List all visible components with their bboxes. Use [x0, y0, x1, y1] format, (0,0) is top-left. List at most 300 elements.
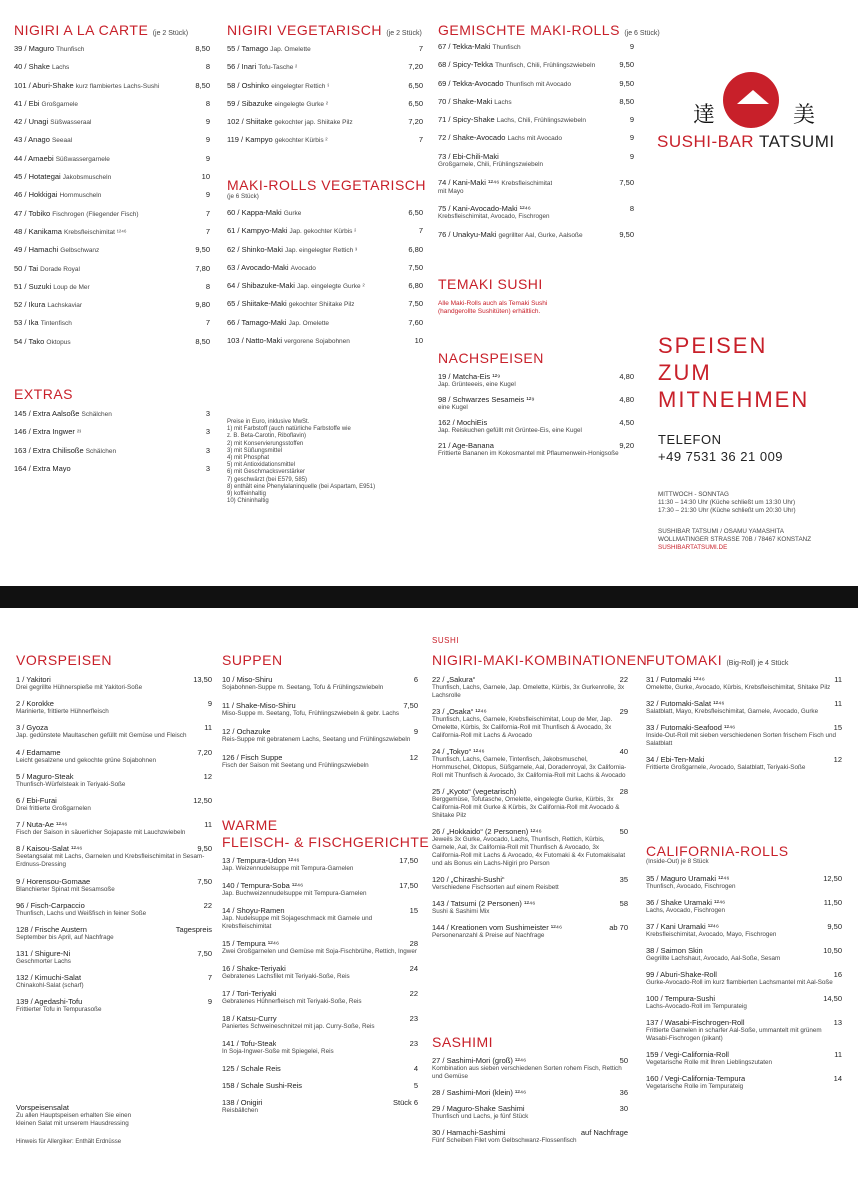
item-name: 19 / Matcha-Eis ¹²⁹ [438, 372, 501, 381]
item-name: 131 / Shigure-Ni [16, 949, 71, 959]
item-price: 7,50 [408, 262, 423, 272]
item-row [432, 899, 628, 908]
item-name: 139 / Agedashi-Tofu [16, 997, 83, 1007]
menu-item [432, 747, 628, 780]
sashimi-list [432, 1056, 628, 1152]
item-name: 49 / Hamachi [14, 245, 59, 255]
item-desc: Gebratenes Lachsfilet mit Teriyaki-Soße, Reis [222, 973, 350, 980]
item-price: 7 [418, 226, 423, 236]
item-name: 6 / Ebi-Furai [16, 795, 57, 805]
menu-item [16, 796, 212, 813]
item-price: 50 [619, 827, 628, 836]
item-price: 7 [205, 318, 210, 328]
futomaki-list [646, 675, 842, 779]
item-price: 4,50 [619, 418, 634, 427]
menu-item [646, 970, 842, 987]
menu-item [432, 707, 628, 740]
menu-item [222, 964, 418, 981]
menu-item [16, 973, 212, 990]
item-price: 9 [629, 115, 634, 125]
item-label [438, 97, 512, 107]
item-row [222, 727, 418, 736]
item-label [438, 230, 583, 240]
item-name: 145 / Extra Aalsoße [14, 409, 80, 418]
item-desc: Vegetarische Rolle mit Ihren Lieblingszutaten [646, 1059, 773, 1066]
item-row [16, 973, 212, 982]
item-price: 8,50 [195, 44, 210, 53]
item-label [438, 152, 499, 161]
menu-item [14, 223, 210, 241]
menu-item [14, 442, 210, 460]
website-link[interactable]: SUSHIBARTATSUMI.DE [658, 543, 728, 551]
item-price: 7,60 [408, 317, 423, 327]
extras-title: EXTRAS [14, 386, 74, 402]
item-name: 24 / „Tokyo“ ¹²⁴⁶ [432, 747, 485, 756]
item-desc: Tofu-Tasche ² [258, 64, 298, 72]
item-row [16, 844, 212, 853]
item-row [438, 42, 634, 52]
menu-item [222, 1064, 418, 1073]
item-name: 40 / Shake [14, 62, 50, 72]
item-name: 137 / Wasabi-Fischrogen-Roll [646, 1018, 745, 1027]
item-row [222, 1064, 418, 1073]
item-name: 67 / Tekka-Maki [438, 42, 491, 51]
item-label [227, 77, 329, 96]
item-label [438, 133, 562, 143]
item-name: 163 / Extra Chilisoße [14, 445, 84, 455]
item-row [432, 1056, 628, 1065]
item-row [646, 699, 842, 708]
item-price: 6,50 [408, 208, 423, 217]
item-name: 72 / Shake-Avocado [438, 133, 506, 143]
phone-number: +49 7531 36 21 009 [658, 449, 784, 464]
item-desc: Gelbschwanz [60, 247, 100, 255]
menu-item [438, 152, 634, 178]
item-name: 100 / Tempura-Sushi [646, 994, 716, 1003]
item-desc: Gurke-Avocado-Roll im kurz flambierten Lachsmantel mit Aal-Soße [646, 979, 833, 986]
phone-block: TELEFON +49 7531 36 21 009 [658, 432, 784, 464]
item-price: 3 [205, 463, 210, 473]
logo [655, 70, 845, 160]
item-desc: Gurke [283, 210, 302, 217]
menu-item [227, 295, 423, 313]
item-label [438, 115, 586, 125]
item-desc: Reisbällchen [222, 1107, 259, 1114]
menu-item [222, 675, 418, 692]
item-name: 50 / Tai [14, 263, 39, 273]
item-row [432, 1128, 628, 1137]
menu-item [14, 58, 210, 76]
logo-name: SUSHI-BAR TATSUMI [657, 132, 835, 151]
item-desc: Personenanzahl & Preise auf Nachfrage [432, 932, 545, 939]
item-name: 5 / Maguro-Steak [16, 771, 74, 781]
item-row [432, 875, 628, 884]
item-label [14, 442, 116, 461]
item-row [438, 133, 634, 143]
item-label [438, 60, 595, 70]
menu-item [14, 77, 210, 95]
item-price: 7,50 [197, 876, 212, 886]
footnote-line: 7) geschwärzt (bei E579, 585) [227, 476, 308, 483]
item-desc: Thunfisch und Lachs, je fünf Stück [432, 1113, 529, 1120]
item-name: 61 / Kampyo-Maki [227, 226, 288, 236]
item-desc: Seetangsalat mit Lachs, Garnelen und Krebsfleischimitat in Sesam-Erdnuss-Dressing [16, 853, 205, 869]
item-price: 7,80 [195, 263, 210, 273]
item-row [16, 925, 212, 934]
menu-item [14, 168, 210, 186]
item-name: 45 / Hotategai [14, 172, 61, 182]
item-desc: Thunfisch, Lachs und Weißfisch in feiner Soße [16, 909, 147, 917]
gem-maki-list [438, 42, 634, 248]
item-desc: Sushi & Sashimi Mix [432, 908, 490, 915]
item-row [222, 1081, 418, 1090]
item-price: 15 [409, 906, 418, 915]
item-price: 8,50 [195, 80, 210, 90]
menu-item [14, 186, 210, 204]
item-label [14, 260, 80, 279]
menu-item [14, 460, 210, 478]
menu-item [14, 113, 210, 131]
item-desc: Krebsfleischimitat, Avocado, Mayo, Fischrogen [646, 931, 777, 938]
item-name: 18 / Katsu-Curry [222, 1014, 277, 1023]
item-price: 22 [619, 675, 628, 684]
item-row [646, 755, 842, 764]
item-name: 51 / Suzuki [14, 281, 52, 291]
item-price: 13 [833, 1018, 842, 1027]
item-row [432, 747, 628, 756]
item-name: 125 / Schale Reis [222, 1064, 281, 1073]
item-name: 34 / Ebi-Ten-Maki [646, 755, 705, 764]
item-name: 12 / Ochazuke [222, 727, 271, 736]
item-desc: Omelette, Gurke, Avocado, Kürbis, Krebsfleischimitat, Shitake Pilz [646, 684, 831, 691]
warme-list [222, 856, 418, 1123]
item-desc: Jap. Grünteeeis, eine Kugel [438, 381, 516, 388]
item-name: 14 / Shoyu-Ramen [222, 906, 285, 915]
item-name: 58 / Oshinko [227, 80, 270, 90]
item-row [646, 994, 842, 1003]
item-desc: Jakobsmuscheln [62, 174, 112, 182]
item-name: 54 / Tako [14, 336, 45, 346]
item-name: 60 / Kappa-Maki [227, 208, 282, 217]
item-price: 9,50 [195, 245, 210, 255]
item-label [227, 95, 328, 114]
menu-item [222, 753, 418, 770]
item-price: 6 [413, 675, 418, 684]
item-desc: Berggemüse, Tofutasche, Omelette, eingelegte Gurke, Kürbis, 3x California-Roll mit Gurke & Kürbis, 3x California-Roll mit Avocado & Shiitake Pilz [432, 796, 620, 819]
menu-item [646, 1050, 842, 1067]
item-name: 35 / Maguro Uramaki ¹²⁴⁶ [646, 874, 730, 883]
vorspeisensalat: Vorspeisensalat Zu allen Hauptspeisen erhalten Sie einen kleinen Salat mit unserem Hausdressing [16, 1103, 132, 1127]
item-desc: Frittierte Großgarnele, Avocado, Salatblatt, Teriyaki-Soße [646, 764, 806, 771]
item-price: 7,20 [408, 62, 423, 72]
item-desc: mit Mayo [438, 187, 464, 195]
menu-item [227, 40, 423, 58]
item-price: 9 [207, 699, 212, 709]
footnote-line: 2) mit Konservierungsstoffen [227, 440, 304, 447]
item-name: 138 / Onigiri [222, 1098, 263, 1107]
item-price: 36 [619, 1088, 628, 1097]
menu-item [646, 994, 842, 1011]
item-name: 42 / Unagi [14, 117, 49, 127]
item-name: 59 / Sibazuke [227, 98, 273, 108]
menu-item [14, 95, 210, 113]
item-price: 9,50 [197, 844, 212, 854]
item-price: 12,50 [823, 874, 842, 883]
gem-maki-title: GEMISCHTE MAKI-ROLLS (je 6 Stück) [438, 22, 660, 38]
menu-item [16, 772, 212, 789]
item-desc: Jap. Omelette [270, 46, 311, 53]
menu-item [16, 820, 212, 837]
allergy-note: Hinweis für Allergiker: Enthält Erdnüsse [16, 1139, 122, 1145]
menu-item [16, 925, 212, 942]
item-name: 159 / Vegi-California-Roll [646, 1050, 729, 1059]
item-row [646, 898, 842, 907]
item-desc: Krebsfleischimitat ¹²⁴⁶ [64, 228, 127, 236]
item-row [646, 922, 842, 931]
item-desc: Fünf Scheiben Filet vom Gelbschwanz-Flossenfisch [432, 1137, 577, 1144]
item-desc: Jap. eingelegter Rettich ³ [284, 246, 358, 254]
item-label [438, 204, 531, 213]
item-row [646, 874, 842, 883]
menu-item [438, 204, 634, 230]
item-name: 101 / Aburi-Shake [14, 80, 74, 90]
item-desc: Verschiedene Fischsorten auf einem Reisbett [432, 884, 559, 891]
item-name: 56 / Inari [227, 62, 257, 72]
item-row [646, 1074, 842, 1083]
item-price: Tagespreis [175, 924, 212, 934]
item-row [438, 152, 634, 161]
footnote-line: 10) Chininhaltig [227, 498, 269, 505]
item-row [16, 820, 212, 829]
item-price: 10 [414, 336, 423, 346]
item-price: 9 [629, 42, 634, 51]
item-label [227, 314, 329, 333]
item-desc: ²³ [76, 429, 82, 437]
menu-item [222, 989, 418, 1006]
item-desc: Jap. Weizennudelsuppe mit Tempura-Garnelen [222, 865, 354, 872]
item-name: 11 / Shake-Miso-Shiru [222, 701, 296, 710]
item-name: 68 / Spicy-Tekka [438, 60, 494, 70]
item-desc: gekochter Shiitake Pilz [288, 301, 355, 309]
item-desc: Thunfisch mit Avocado [505, 80, 571, 88]
item-name: 143 / Tatsumi (2 Personen) ¹²⁴⁶ [432, 899, 536, 908]
item-price: 14,50 [823, 994, 842, 1003]
item-desc: Fisch der Saison mit Seetang und Frühlingszwiebeln [222, 762, 369, 769]
item-name: 103 / Natto-Maki [227, 336, 283, 346]
item-label [14, 405, 112, 424]
item-name: 160 / Vegi-California-Tempura [646, 1074, 746, 1083]
item-price: 58 [619, 899, 628, 908]
item-price: 6,80 [408, 244, 423, 254]
item-row [432, 827, 628, 836]
item-desc: In Soja-Ingwer-Soße mit Spiegelei, Reis [222, 1048, 334, 1055]
item-row [438, 97, 634, 107]
menu-item [227, 113, 423, 131]
menu-item [222, 881, 418, 898]
item-name: 26 / „Hokkaido“ (2 Personen) ¹²⁴⁶ [432, 827, 542, 836]
kombi-list [432, 675, 628, 947]
item-row [222, 1039, 418, 1048]
item-label [227, 131, 328, 150]
item-name: 63 / Avocado-Maki [227, 262, 289, 272]
item-row [222, 989, 418, 998]
item-desc: Tintenfisch [40, 320, 72, 328]
menu-item [14, 241, 210, 259]
menu-item [222, 1081, 418, 1090]
menu-item [432, 875, 628, 892]
maki-veg-list [227, 204, 423, 350]
menu-item [16, 748, 212, 765]
item-row [438, 204, 634, 213]
menu-item [14, 278, 210, 296]
item-price: 22 [409, 989, 418, 998]
item-price: 4 [413, 1064, 418, 1073]
menu-item [646, 723, 842, 748]
item-price: 8,50 [195, 336, 210, 346]
item-name: 119 / Kampyo [227, 135, 273, 145]
item-row [432, 1104, 628, 1113]
menu-item [432, 1088, 628, 1097]
warme-title: WARME FLEISCH- & FISCHGERICHTE [222, 817, 430, 850]
item-desc: Oktopus [46, 338, 71, 346]
menu-item [432, 1056, 628, 1081]
menu-item [646, 946, 842, 963]
item-desc: Sojabohnen-Suppe m. Seetang, Tofu & Frühlingszwiebeln [222, 684, 384, 691]
item-row [222, 856, 418, 865]
menu-item [646, 874, 842, 891]
item-price: auf Nachfrage [580, 1128, 628, 1137]
logo-kanji-right: 美 [793, 103, 816, 128]
logo-kanji-left: 達 [693, 103, 716, 128]
menu-item [16, 844, 212, 869]
item-desc: eingelegte Gurke ² [274, 100, 329, 108]
item-row [646, 1050, 842, 1059]
item-name: 52 / Ikura [14, 300, 46, 310]
menu-item [227, 241, 423, 259]
item-price: 3 [205, 427, 210, 437]
item-row [16, 877, 212, 886]
item-price: 17,50 [399, 856, 418, 865]
item-row [438, 230, 634, 240]
item-name: 33 / Futomaki-Seafood ¹²⁴⁶ [646, 723, 736, 732]
item-label [227, 295, 354, 314]
menu-item [222, 701, 418, 718]
menu-item [227, 95, 423, 113]
menu-item [16, 901, 212, 918]
menu-item [432, 899, 628, 916]
menu-item [222, 1014, 418, 1031]
footnote-line: 9) koffeinhaltig [227, 491, 266, 498]
item-desc: Frittierte Bananen im Kokosmantel mit Pflaumenwein-Honigsoße [438, 450, 619, 457]
item-price: 7,20 [408, 117, 423, 127]
menu-item [438, 230, 634, 248]
item-name: 31 / Futomaki ¹²⁴⁶ [646, 675, 705, 684]
item-row [432, 675, 628, 684]
item-desc: Thunfisch, Chili, Frühlingszwiebeln [495, 62, 596, 70]
item-price: 28 [619, 787, 628, 796]
item-row [222, 701, 418, 710]
item-name: 164 / Extra Mayo [14, 463, 71, 473]
menu-item [227, 332, 423, 350]
item-desc: Drei gegrillte Hühnerspieße mit Yakitori-Soße [16, 684, 143, 691]
item-price: 23 [409, 1014, 418, 1023]
item-name: 71 / Spicy-Shake [438, 115, 495, 125]
item-desc: Chinakohl-Salat (scharf) [16, 982, 84, 990]
menu-item [438, 60, 634, 78]
item-name: 140 / Tempura-Soba ¹²⁴⁶ [222, 881, 304, 890]
item-desc: Vegetarische Rolle im Tempurateig [646, 1083, 744, 1090]
item-row [432, 923, 628, 932]
menu-item [222, 939, 418, 956]
item-price: 13,50 [193, 675, 212, 684]
item-desc: Gegrillte Lachshaut, Avocado, Aal-Soße, Sesam [646, 955, 781, 962]
item-price: 9,50 [619, 78, 634, 88]
item-row [432, 707, 628, 716]
maki-veg-title: MAKI-ROLLS VEGETARISCH [227, 177, 427, 193]
menu-item [14, 205, 210, 223]
dessert-list [438, 372, 634, 464]
item-label [227, 277, 365, 296]
item-row [222, 939, 418, 948]
menu-item [16, 949, 212, 966]
item-row [16, 901, 212, 910]
menu-item [222, 727, 418, 744]
item-desc: Thunfisch-Würfelsteak in Teriyaki-Soße [16, 780, 126, 788]
suppen-title: SUPPEN [222, 652, 283, 668]
item-row [16, 997, 212, 1006]
menu-item [222, 1039, 418, 1056]
item-price: 8 [629, 203, 634, 213]
item-desc: Hornmuscheln [59, 192, 102, 200]
menu-item [646, 1018, 842, 1043]
menu-item [438, 178, 634, 204]
item-name: 17 / Tori-Teriyaki [222, 989, 277, 998]
footnote-line: 1) mit Farbstoff (auch natürliche Farbstoffe wie [227, 426, 351, 433]
item-label [14, 296, 82, 315]
item-desc: Frittierte Garnelen in scharfer Aal-Soße, ummantelt mit grünem Wasabi-Fischrogen (pikant) [646, 1027, 822, 1042]
menu-item [14, 150, 210, 168]
item-desc: Jeweils 3x Gurke, Avocado, Lachs, Thunfisch, Rettich, Kürbis, Garnele, Aal, 3x California-Roll mit Thunfisch & Avocado, 3x California-Roll mit Lachs & Avocado, 4x Futomaki & 4x Futomakisalat und als Bonus ein Lachs-Nigiri pro Person [432, 836, 626, 867]
item-name: 46 / Hokkigai [14, 190, 58, 200]
item-name: 146 / Extra Ingwer [14, 427, 75, 437]
item-desc: Seeaal [51, 137, 73, 145]
item-price: 6,80 [408, 281, 423, 291]
item-desc: Süßwasseraal [50, 119, 92, 127]
item-label [14, 95, 78, 114]
item-price: 9,50 [619, 60, 634, 70]
futomaki-title: FUTOMAKI (Big-Roll) je 4 Stück [646, 652, 789, 668]
item-name: 9 / Horensou-Gomaae [16, 876, 91, 886]
item-label [227, 40, 311, 59]
item-name: 21 / Age-Banana [438, 441, 494, 450]
item-desc: gekochter jap. Shiitake Pilz [274, 119, 353, 127]
item-row [222, 906, 418, 915]
item-price: 3 [205, 445, 210, 455]
item-name: 102 / Shiitake [227, 117, 273, 127]
menu-item [227, 58, 423, 76]
item-name: 39 / Maguro [14, 44, 55, 53]
item-price: 15 [833, 723, 842, 732]
item-price: 22 [203, 900, 212, 910]
item-name: 144 / Kreationen vom Sushimeister ¹²⁴⁶ [432, 923, 563, 932]
item-desc: Gebratenes Hühnerfleisch mit Teriyaki-Soße, Reis [222, 998, 362, 1005]
footnote-line: 3) mit Süßungsmittel [227, 447, 283, 454]
maki-veg-sub: (je 6 Stück) [227, 193, 259, 200]
item-price: 11 [834, 1050, 842, 1059]
california-title: CALIFORNIA-ROLLS [646, 843, 789, 859]
page-divider [0, 586, 858, 608]
item-desc: Thunfisch [492, 44, 521, 51]
